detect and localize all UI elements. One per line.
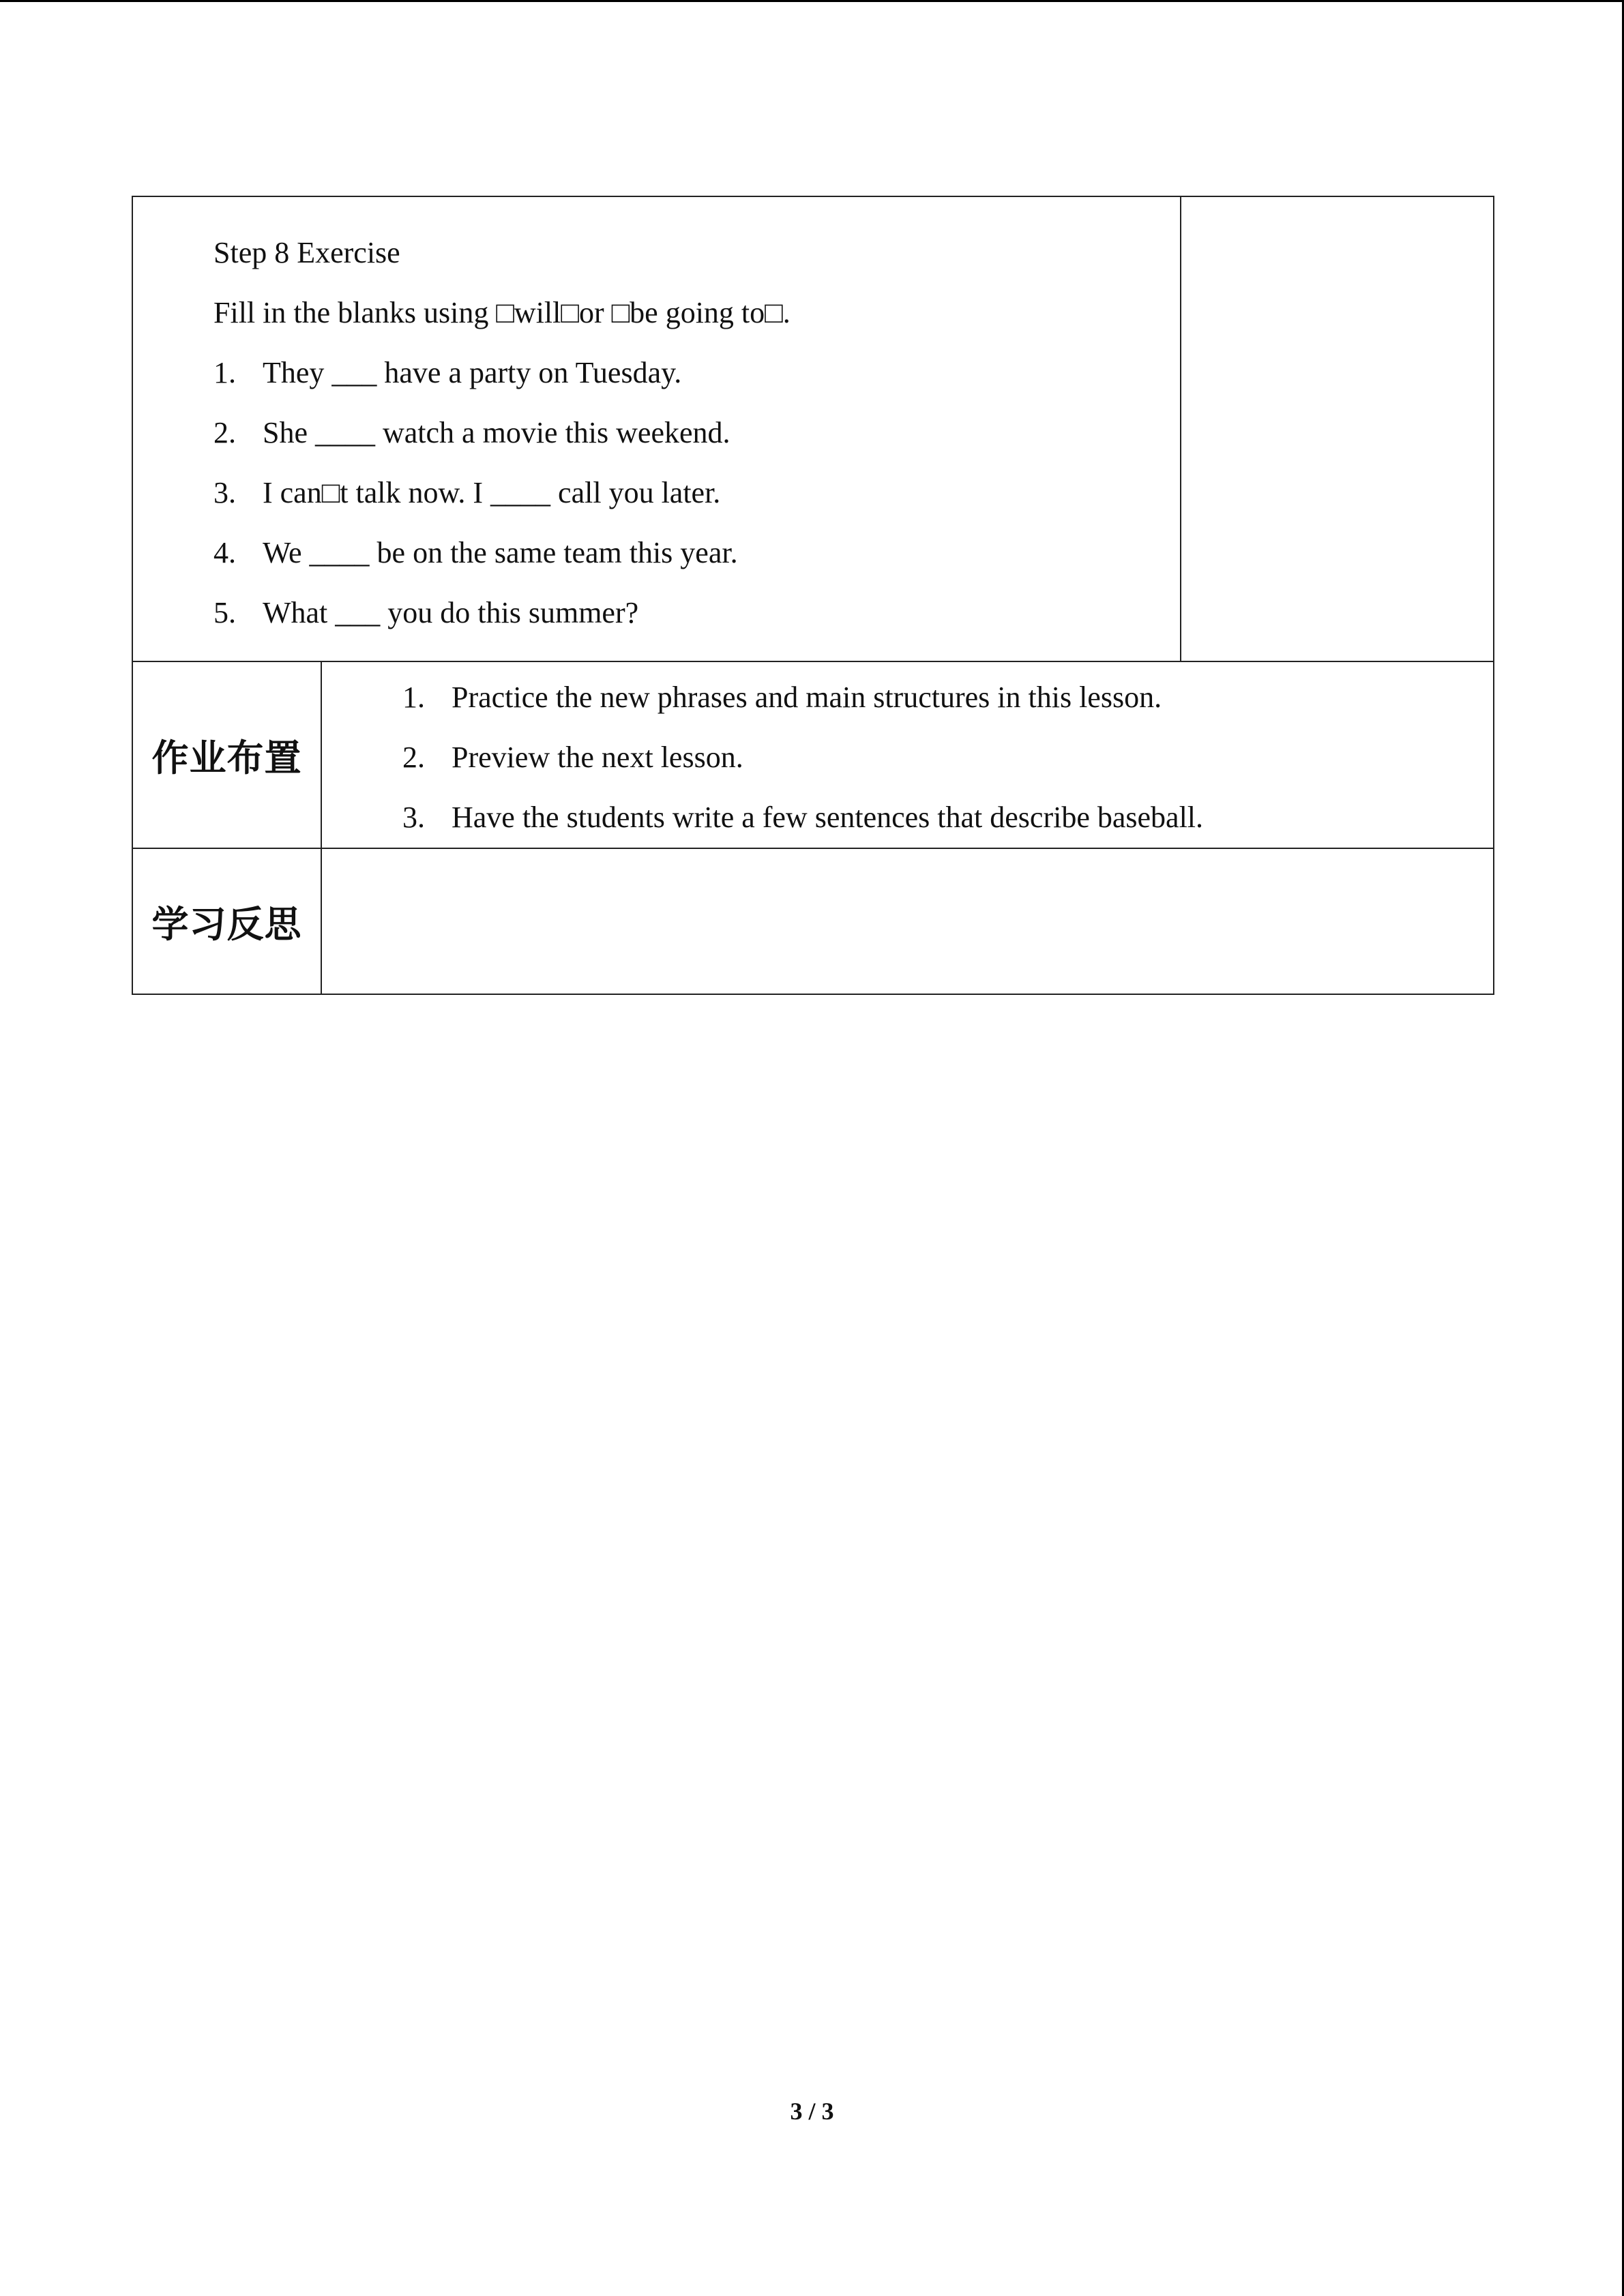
homework-label: 作业布置 bbox=[132, 661, 321, 848]
item-text: What ___ you do this summer? bbox=[263, 596, 639, 629]
item-number: 1. bbox=[213, 356, 236, 389]
top-border-line bbox=[0, 0, 1624, 2]
item-number: 3. bbox=[402, 801, 425, 834]
notes-cell bbox=[1181, 196, 1494, 661]
homework-content-cell bbox=[321, 661, 1494, 848]
homework-item bbox=[402, 788, 1493, 848]
homework-row bbox=[132, 661, 1494, 848]
item-number: 4. bbox=[213, 536, 236, 569]
exercise-item bbox=[213, 403, 1180, 463]
item-text: Have the students write a few sentences that describe baseball. bbox=[452, 801, 1204, 834]
exercise-item bbox=[213, 523, 1180, 583]
item-text: They ___ have a party on Tuesday. bbox=[263, 356, 682, 389]
item-text: She ____ watch a movie this weekend. bbox=[263, 416, 730, 449]
reflection-content-cell bbox=[321, 848, 1494, 994]
item-text: We ____ be on the same team this year. bbox=[263, 536, 738, 569]
lesson-plan-table bbox=[132, 196, 1494, 995]
page-number: 3 / 3 bbox=[790, 2098, 834, 2125]
item-number: 2. bbox=[402, 741, 425, 774]
exercise-instruction: Fill in the blanks using □will□or □be going to□. bbox=[213, 296, 791, 329]
reflection-label: 学习反思 bbox=[132, 848, 321, 994]
item-number: 2. bbox=[213, 416, 236, 449]
item-number: 3. bbox=[213, 476, 236, 509]
exercise-cell bbox=[132, 196, 1181, 661]
item-text: I can□t talk now. I ____ call you later. bbox=[263, 476, 721, 509]
reflection-row bbox=[132, 848, 1494, 994]
homework-item bbox=[402, 728, 1493, 788]
exercise-row bbox=[132, 196, 1494, 661]
exercise-title: Step 8 Exercise bbox=[213, 236, 400, 269]
homework-item bbox=[402, 668, 1493, 728]
item-text: Practice the new phrases and main structures in this lesson. bbox=[452, 681, 1162, 714]
item-number: 1. bbox=[402, 681, 425, 714]
exercise-item bbox=[213, 463, 1180, 523]
exercise-item bbox=[213, 583, 1180, 643]
item-text: Preview the next lesson. bbox=[452, 741, 743, 774]
exercise-item bbox=[213, 343, 1180, 403]
item-number: 5. bbox=[213, 596, 236, 629]
